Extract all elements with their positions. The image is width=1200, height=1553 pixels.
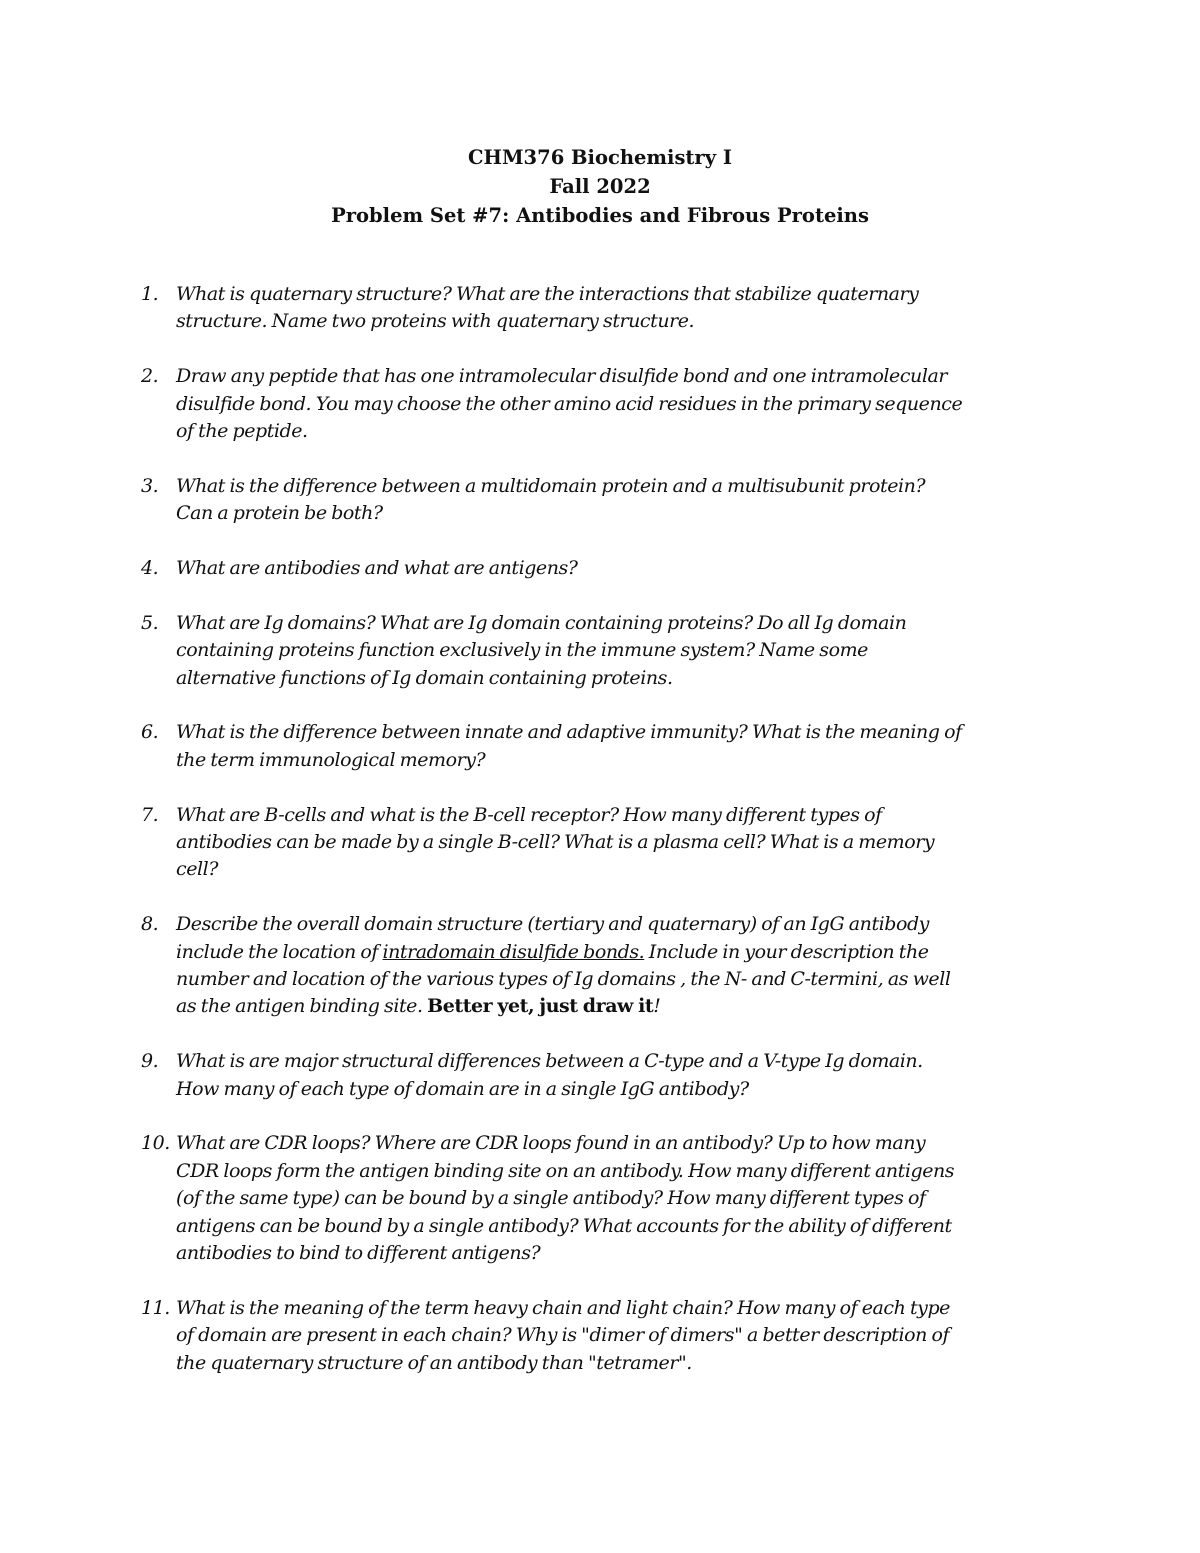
question-text-segment: as the antigen binding site. [176, 995, 428, 1018]
question-text-line: antigens can be bound by a single antibody? What accounts for the ability of different [176, 1214, 952, 1237]
question-4 [141, 555, 1041, 582]
question-5 [141, 610, 1041, 692]
question-text-line: of domain are present in each chain? Why is "dimer of dimers" a better description of [176, 1324, 950, 1347]
question-list [141, 281, 1041, 1377]
question-number: 11. [141, 1296, 170, 1319]
question-text-line: What is the difference between innate and adaptive immunity? What is the meaning of [176, 721, 962, 744]
question-text-line: What is are major structural differences between a C-type and a V-type Ig domain. [176, 1050, 923, 1073]
question-text-line [176, 939, 1041, 966]
question-9 [141, 1048, 1041, 1103]
question-number: 4. [141, 557, 159, 580]
question-text-line: CDR loops form the antigen binding site on an antibody. How many different antigens [176, 1159, 955, 1182]
question-7 [141, 802, 1041, 884]
question-1 [141, 281, 1041, 336]
question-text-line: number and location of the various types of Ig domains , the N- and C-termini, as well [176, 968, 951, 991]
question-text-line: structure. Name two proteins with quaternary structure. [176, 310, 695, 333]
question-text-line: alternative functions of Ig domain containing proteins. [176, 666, 673, 689]
term-label: Fall 2022 [549, 175, 651, 198]
question-number: 7. [141, 803, 159, 826]
question-2 [141, 363, 1041, 445]
underlined-phrase: intradomain disulfide bonds. [382, 940, 645, 963]
question-text-line: antibodies can be made by a single B-cell? What is a plasma cell? What is a memory [176, 831, 935, 854]
question-text-line: What is quaternary structure? What are the interactions that stabilize quaternary [176, 283, 919, 305]
question-text-segment: include the location of [176, 940, 383, 963]
question-6 [141, 719, 1041, 774]
question-text-line: What are B-cells and what is the B-cell receptor? How many different types of [176, 803, 882, 826]
question-text-line: disulfide bond. You may choose the other amino acid residues in the primary sequence [176, 392, 963, 415]
problem-set-title: Problem Set #7: Antibodies and Fibrous Proteins [331, 204, 869, 227]
bold-emphasis: Better yet, just draw it [427, 995, 654, 1018]
question-text-line: containing proteins function exclusively in the immune system? Name some [176, 639, 868, 662]
question-3 [141, 473, 1041, 528]
question-text-line: of the peptide. [176, 420, 308, 443]
question-text-line [176, 993, 1041, 1020]
question-text-line: Can a protein be both? [176, 502, 383, 525]
question-number: 10. [141, 1132, 170, 1155]
question-number: 9. [141, 1050, 159, 1073]
question-number: 1. [141, 283, 159, 305]
question-text-line: What are Ig domains? What are Ig domain containing proteins? Do all Ig domain [176, 611, 907, 634]
question-number: 8. [141, 913, 159, 936]
question-11 [141, 1295, 1041, 1377]
question-text-segment: Include in your description the [644, 940, 929, 963]
question-text-line: What are antibodies and what are antigens? [176, 557, 578, 580]
question-text-line: What is the difference between a multidomain protein and a multisubunit protein? [176, 474, 926, 497]
question-text-line: the quaternary structure of an antibody than "tetramer". [176, 1351, 692, 1374]
question-text-line: antibodies to bind to different antigens? [176, 1242, 541, 1265]
question-text-line: cell? [176, 858, 218, 881]
question-10 [141, 1130, 1041, 1267]
question-text-line: Describe the overall domain structure (tertiary and quaternary) of an IgG antibody [176, 913, 929, 936]
question-text-line: Draw any peptide that has one intramolecular disulfide bond and one intramolecular [176, 365, 947, 388]
question-text-line: the term immunological memory? [176, 748, 486, 771]
question-text-line: How many of each type of domain are in a single IgG antibody? [176, 1077, 749, 1100]
question-number: 3. [141, 474, 159, 497]
question-number: 2. [141, 365, 159, 388]
course-title: CHM376 Biochemistry I [468, 146, 732, 169]
question-number: 5. [141, 611, 159, 634]
question-text-line: What are CDR loops? Where are CDR loops found in an antibody? Up to how many [176, 1132, 926, 1155]
question-number: 6. [141, 721, 159, 744]
question-text-line: What is the meaning of the term heavy chain and light chain? How many of each type [176, 1296, 950, 1319]
question-text-segment: ! [653, 995, 661, 1018]
question-text-line: (of the same type) can be bound by a single antibody? How many different types of [176, 1187, 926, 1210]
question-8 [141, 911, 1041, 1021]
document-header [0, 143, 1200, 230]
